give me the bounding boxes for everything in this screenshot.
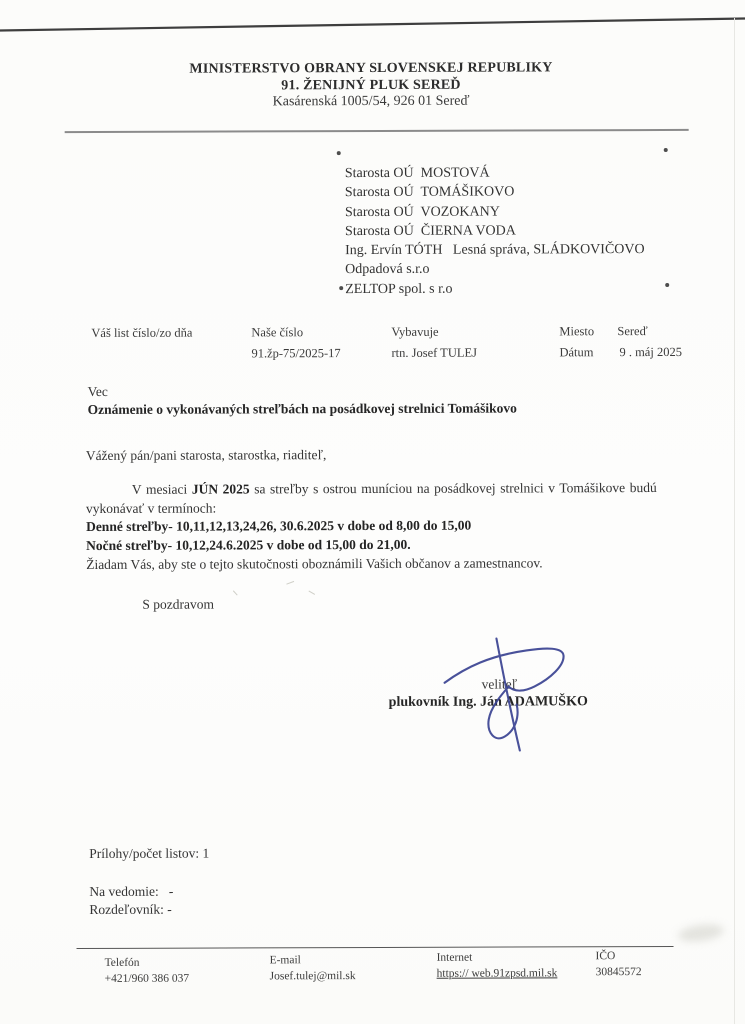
website-link[interactable]: https:// web.91zpsd.mil.sk — [436, 966, 558, 980]
unit-address: Kasárenská 1005/54, 926 01 Sereď — [272, 93, 470, 110]
handwritten-signature — [438, 635, 598, 754]
registration-dot — [337, 151, 341, 155]
handled-by-value: rtn. Josef TULEJ — [391, 345, 478, 360]
recipient-line: Starosta OÚ VOZOKANY — [344, 204, 500, 220]
ico-label: IČO — [595, 950, 616, 963]
phone-label: Telefón — [104, 956, 140, 969]
cc-line: Na vedomie: - — [89, 883, 174, 899]
body-paragraph-line1 — [86, 479, 702, 500]
phone-value: +421/960 386 037 — [104, 972, 190, 985]
signatory-role: veliteľ — [481, 676, 518, 692]
attachments-line: Prílohy/počet listov: 1 — [89, 845, 210, 861]
para-intro: V mesiaci — [131, 481, 192, 497]
your-ref-label: Váš list číslo/zo dňa — [91, 325, 193, 340]
place-label: Miesto — [559, 324, 595, 339]
footer-email — [270, 953, 356, 984]
internet-label: Internet — [436, 951, 473, 964]
body-paragraph-line2: vykonávať v termínoch: — [85, 500, 217, 516]
footer-phone — [105, 956, 190, 987]
closing-salutation: S pozdravom — [142, 596, 214, 612]
recipient-line: Ing. Ervín TÓTH Lesná správa, SLÁDKOVIČOVO — [345, 242, 645, 259]
date-label: Dátum — [559, 345, 594, 360]
recipient-line: Starosta OÚ TOMÁŠIKOVO — [344, 184, 515, 201]
night-shooting-line: Nočné streľby- 10,12,24.6.2025 v dobe od 15,00 do 21,00. — [86, 537, 411, 554]
recipient-line: Starosta OÚ MOSTOVÁ — [344, 165, 490, 182]
unit-name: 91. ŽENIJNÝ PLUK SEREĎ — [281, 77, 461, 93]
subject-label: Vec — [87, 383, 108, 399]
request-line: Žiadam Vás, aby ste o tejto skutočnosti oboznámili Vašich občanov a zamestnancov. — [86, 555, 543, 572]
our-ref-value: 91.žp-75/2025-17 — [251, 346, 341, 361]
ministry-name: MINISTERSTVO OBRANY SLOVENSKEJ REPUBLIKY — [189, 60, 553, 77]
ico-value: 30845572 — [595, 965, 642, 978]
recipient-line: Odpadová s.r.o — [345, 262, 430, 278]
footer-divider — [77, 946, 674, 949]
our-ref-label: Naše číslo — [251, 325, 304, 340]
footer-internet — [437, 950, 558, 981]
letterhead — [0, 60, 744, 112]
para-rest: sa streľby s ostrou muníciou na posádkovej strelnici v Tomášikove budú — [249, 479, 657, 497]
pencil-mark-artifact — [308, 591, 315, 595]
recipient-line: Starosta OÚ ČIERNA VODA — [344, 223, 516, 239]
subject-title: Oznámenie o vykonávaných streľbách na posádkovej strelnici Tomášikovo — [87, 400, 517, 417]
email-label: E-mail — [269, 954, 301, 967]
registration-dot — [665, 283, 669, 287]
email-value: Josef.tulej@mil.sk — [269, 969, 356, 982]
registration-dot — [339, 286, 343, 290]
letter-body — [86, 445, 702, 575]
salutation: Vážený pán/pani starosta, starostka, riaditeľ, — [85, 447, 327, 463]
footer-ico — [596, 949, 642, 980]
pencil-mark-artifact — [286, 581, 294, 585]
distribution-line: Rozdeľovník: - — [89, 901, 172, 917]
header-divider — [65, 129, 689, 133]
para-month-bold: JÚN 2025 — [191, 481, 250, 497]
signatory-name: plukovník Ing. Ján ADAMUŠKO — [388, 694, 588, 710]
recipient-line: ZELTOP spol. s r.o — [345, 281, 453, 297]
pencil-mark-artifact — [233, 590, 238, 595]
place-value: Sereď — [617, 324, 648, 339]
registration-dot — [664, 148, 668, 152]
date-value: 9 . máj 2025 — [619, 344, 682, 360]
handled-by-label: Vybavuje — [391, 324, 439, 339]
day-shooting-line: Denné streľby- 10,11,12,13,24,26, 30.6.2025 v dobe od 8,00 do 15,00 — [86, 518, 472, 535]
recipient-block — [345, 163, 645, 299]
